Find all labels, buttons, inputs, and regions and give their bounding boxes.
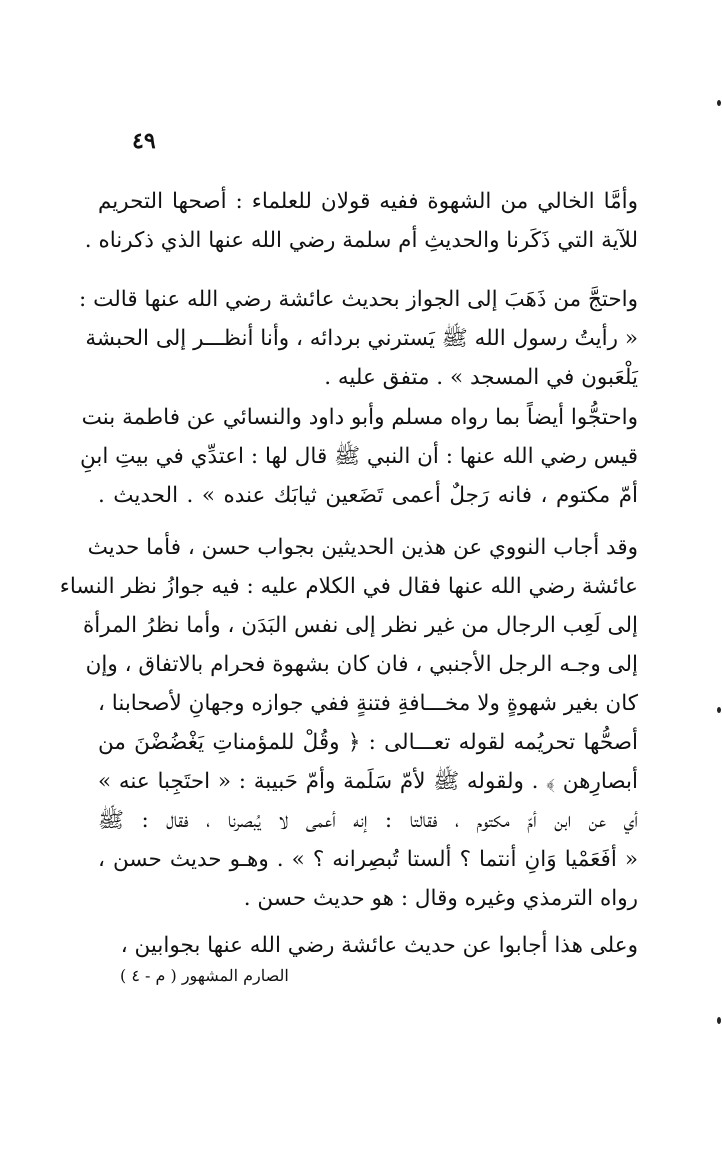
scan-edge-mark	[717, 707, 721, 713]
text-line: « أفَعَمْيا وَانِ أنتما ؟ ألستا تُبصِرانه ؟ » . وهـو حديث حسن ،	[98, 847, 638, 872]
text-line: أمّ مكتوم ، فانه رَجلٌ أعمى تَضَعين ثيابَك عنده » . الحديث .	[98, 483, 638, 508]
text-line: قيس رضي الله عنها : أن النبي ﷺ قال لها : اعتدِّي في بيتِ ابنِ	[80, 444, 638, 469]
text-line: عائشة رضي الله عنها فقال في الكلام عليه : فيه جوازُ نظر النساء	[59, 574, 638, 599]
scan-edge-mark	[717, 1017, 721, 1024]
text-line: وقد أجاب النووي عن هذين الحديثين بجواب حسن ، فأما حديث	[87, 535, 638, 560]
text-line: « رأيتُ رسول الله ﷺ يَسترني بردائه ، وأنا أنظـــر إلى الحبشة	[85, 326, 638, 351]
page-number: ٤٩	[132, 128, 156, 154]
scan-edge-mark	[717, 100, 721, 106]
paragraph-5	[98, 926, 638, 965]
text-line: وأمَّا الخالي من الشهوة ففيه قولان للعلماء : أصحها التحريم	[98, 189, 638, 214]
text-line: أصحُّها تحريُمه لقوله تعـــالى : ﴿ وقُلْ للمؤمناتِ يَغْضُضْنَ من	[98, 730, 638, 755]
paragraph-4	[59, 528, 638, 918]
text-line: إلى لَعِب الرجال من غير نظر إلى نفس البَدَن ، وأما نظرُ المرأة	[82, 613, 638, 638]
text-line: كان بغير شهوةٍ ولا مخـــافةِ فتنةٍ ففي جوازه وجهانِ لأصحابنا ،	[98, 691, 638, 716]
text-line: أي عن ابن أمّ مكتوم ، فقالتا : إنه أعمى لا يُبصرنا ، فقال : ﷺ	[98, 808, 638, 833]
paragraph-1	[84, 182, 638, 260]
text-line: وعلى هذا أجابوا عن حديث عائشة رضي الله عنها بجوابين ،	[120, 933, 638, 958]
page-footer-signature: الصارم المشهور ( م - ٤ )	[120, 966, 289, 985]
paragraph-2	[79, 280, 638, 397]
text-line: للآية التي ذَكَرنا والحديثِ أم سلمة رضي الله عنها الذي ذكرناه .	[84, 228, 638, 253]
text-line: رواه الترمذي وغيره وقال : هو حديث حسن .	[243, 886, 638, 911]
text-line: يَلْعَبون في المسجد » . متفق عليه .	[324, 365, 638, 390]
paragraph-3	[80, 398, 638, 515]
text-line: واحتجَّ من ذَهَبَ إلى الجواز بحديث عائشة رضي الله عنها قالت :	[79, 287, 638, 312]
text-line: أبصارِهن ﴾ . ولقوله ﷺ لأمّ سَلَمة وأمّ حَبيبة : « احتَجِبا عنه »	[98, 769, 638, 794]
text-line: إلى وجـه الرجل الأجنبي ، فان كان بشهوة فحرام بالاتفاق ، وإن	[85, 652, 638, 677]
text-line: واحتجُّوا أيضاً بما رواه مسلم وأبو داود والنسائي عن فاطمة بنت	[81, 405, 638, 430]
